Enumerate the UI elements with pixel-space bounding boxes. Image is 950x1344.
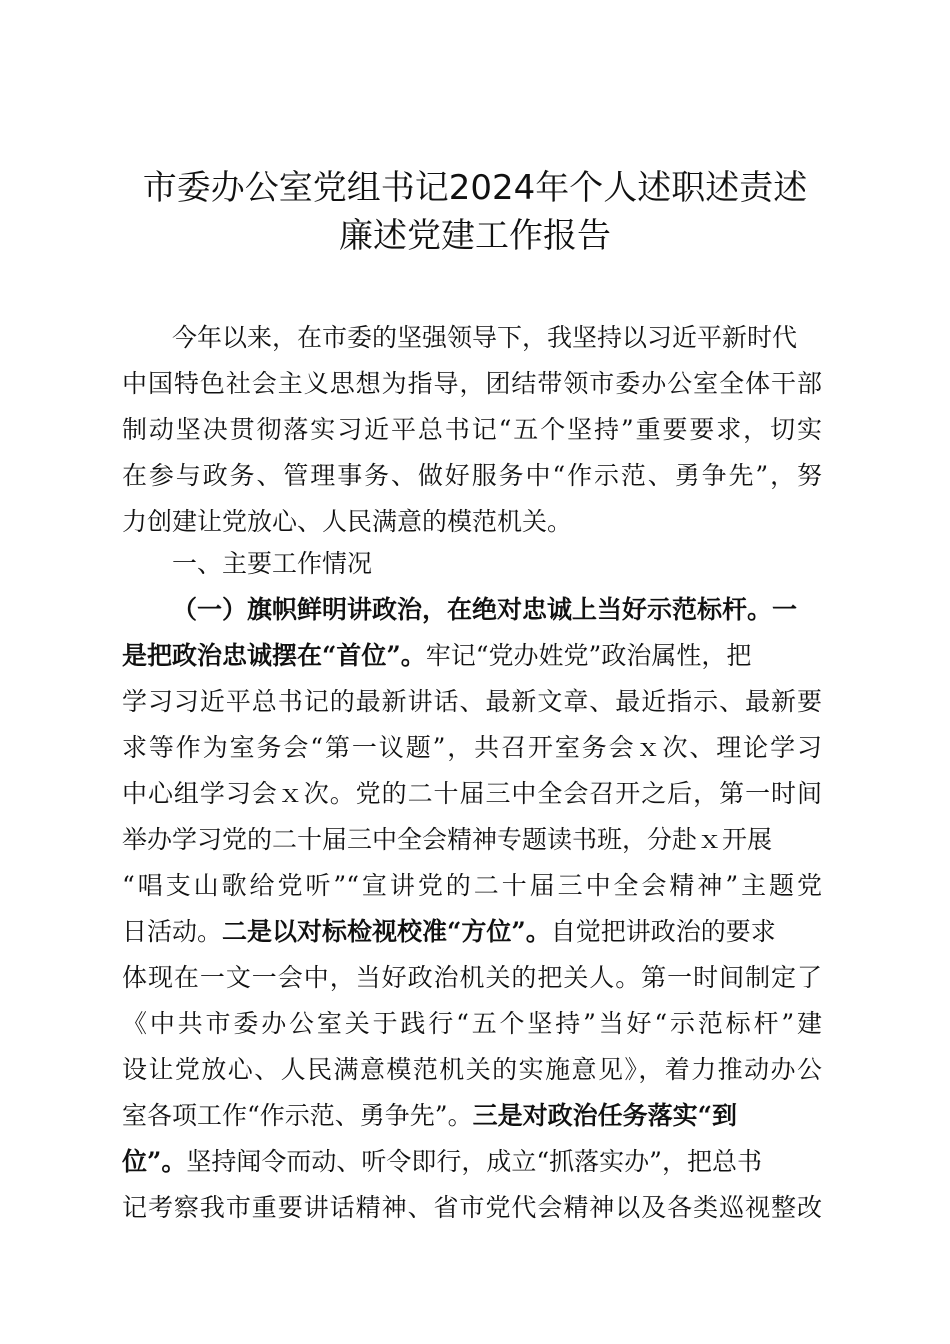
body-line-3: 学习习近平总书记的最新讲话、最新文章、最近指示、最新要 [122,687,822,716]
intro-line-2: 中国特色社会主义思想为指导，团结带领市委办公室全体干部 [122,369,822,398]
body-line-1: （一）旗帜鲜明讲政治，在绝对忠诚上当好示范标杆。一 [172,595,798,624]
intro-line-3: 制动坚决贯彻落实习近平总书记“五个坚持”重要要求，切实 [122,415,822,444]
body-line-12-text: 室各项工作“作示范、勇争先”。 [122,1101,473,1130]
intro-line-1: 今年以来，在市委的坚强领导下，我坚持以习近平新时代 [172,323,798,352]
body-line-6: 举办学习党的二十届三中全会精神专题读书班，分赴ｘ开展 [122,825,773,854]
body-line-9: 体现在一文一会中，当好政治机关的把关人。第一时间制定了 [122,963,822,992]
body-line-13-text: 坚持闻令而动、听令即行，成立“抓落实办”，把总书 [186,1147,762,1176]
section-heading: 一、主要工作情况 [172,549,373,578]
body-line-12 [122,1100,822,1132]
body-line-8-text: 日活动。 [122,917,223,946]
body-line-8-bold: 二是以对标检视校准“方位”。 [222,917,551,946]
body-line-2-bold: 是把政治忠诚摆在“首位”。 [122,641,426,670]
intro-line-5: 力创建让党放心、人民满意的模范机关。 [122,507,573,536]
body-line-13 [122,1146,822,1178]
document-title-line-1: 市委办公室党组书记2024年个人述职述责述 [142,168,808,208]
body-line-8-text-2: 自觉把讲政治的要求 [550,917,776,946]
body-line-11: 设让党放心、人民满意模范机关的实施意见》，着力推动办公 [122,1055,822,1084]
body-line-12-bold: 三是对政治任务落实“到 [472,1101,737,1130]
body-line-2-text: 牢记“党办姓党”政治属性，把 [425,641,752,670]
body-line-7: “唱支山歌给党听”“宣讲党的二十届三中全会精神”主题党 [122,871,822,900]
body-line-10: 《中共市委办公室关于践行“五个坚持”当好“示范标杆”建 [122,1009,822,1038]
body-line-4: 求等作为室务会“第一议题”，共召开室务会ｘ次、理论学习 [122,733,822,762]
body-line-13-bold: 位”。 [122,1147,187,1176]
body-line-14: 记考察我市重要讲话精神、省市党代会精神以及各类巡视整改 [122,1193,822,1222]
intro-line-4: 在参与政务、管理事务、做好服务中“作示范、勇争先”，努 [122,461,822,490]
body-line-5: 中心组学习会ｘ次。党的二十届三中全会召开之后，第一时间 [122,779,822,808]
body-line-8 [122,916,822,948]
body-line-2 [122,640,822,672]
document-title-line-2: 廉述党建工作报告 [339,216,611,256]
